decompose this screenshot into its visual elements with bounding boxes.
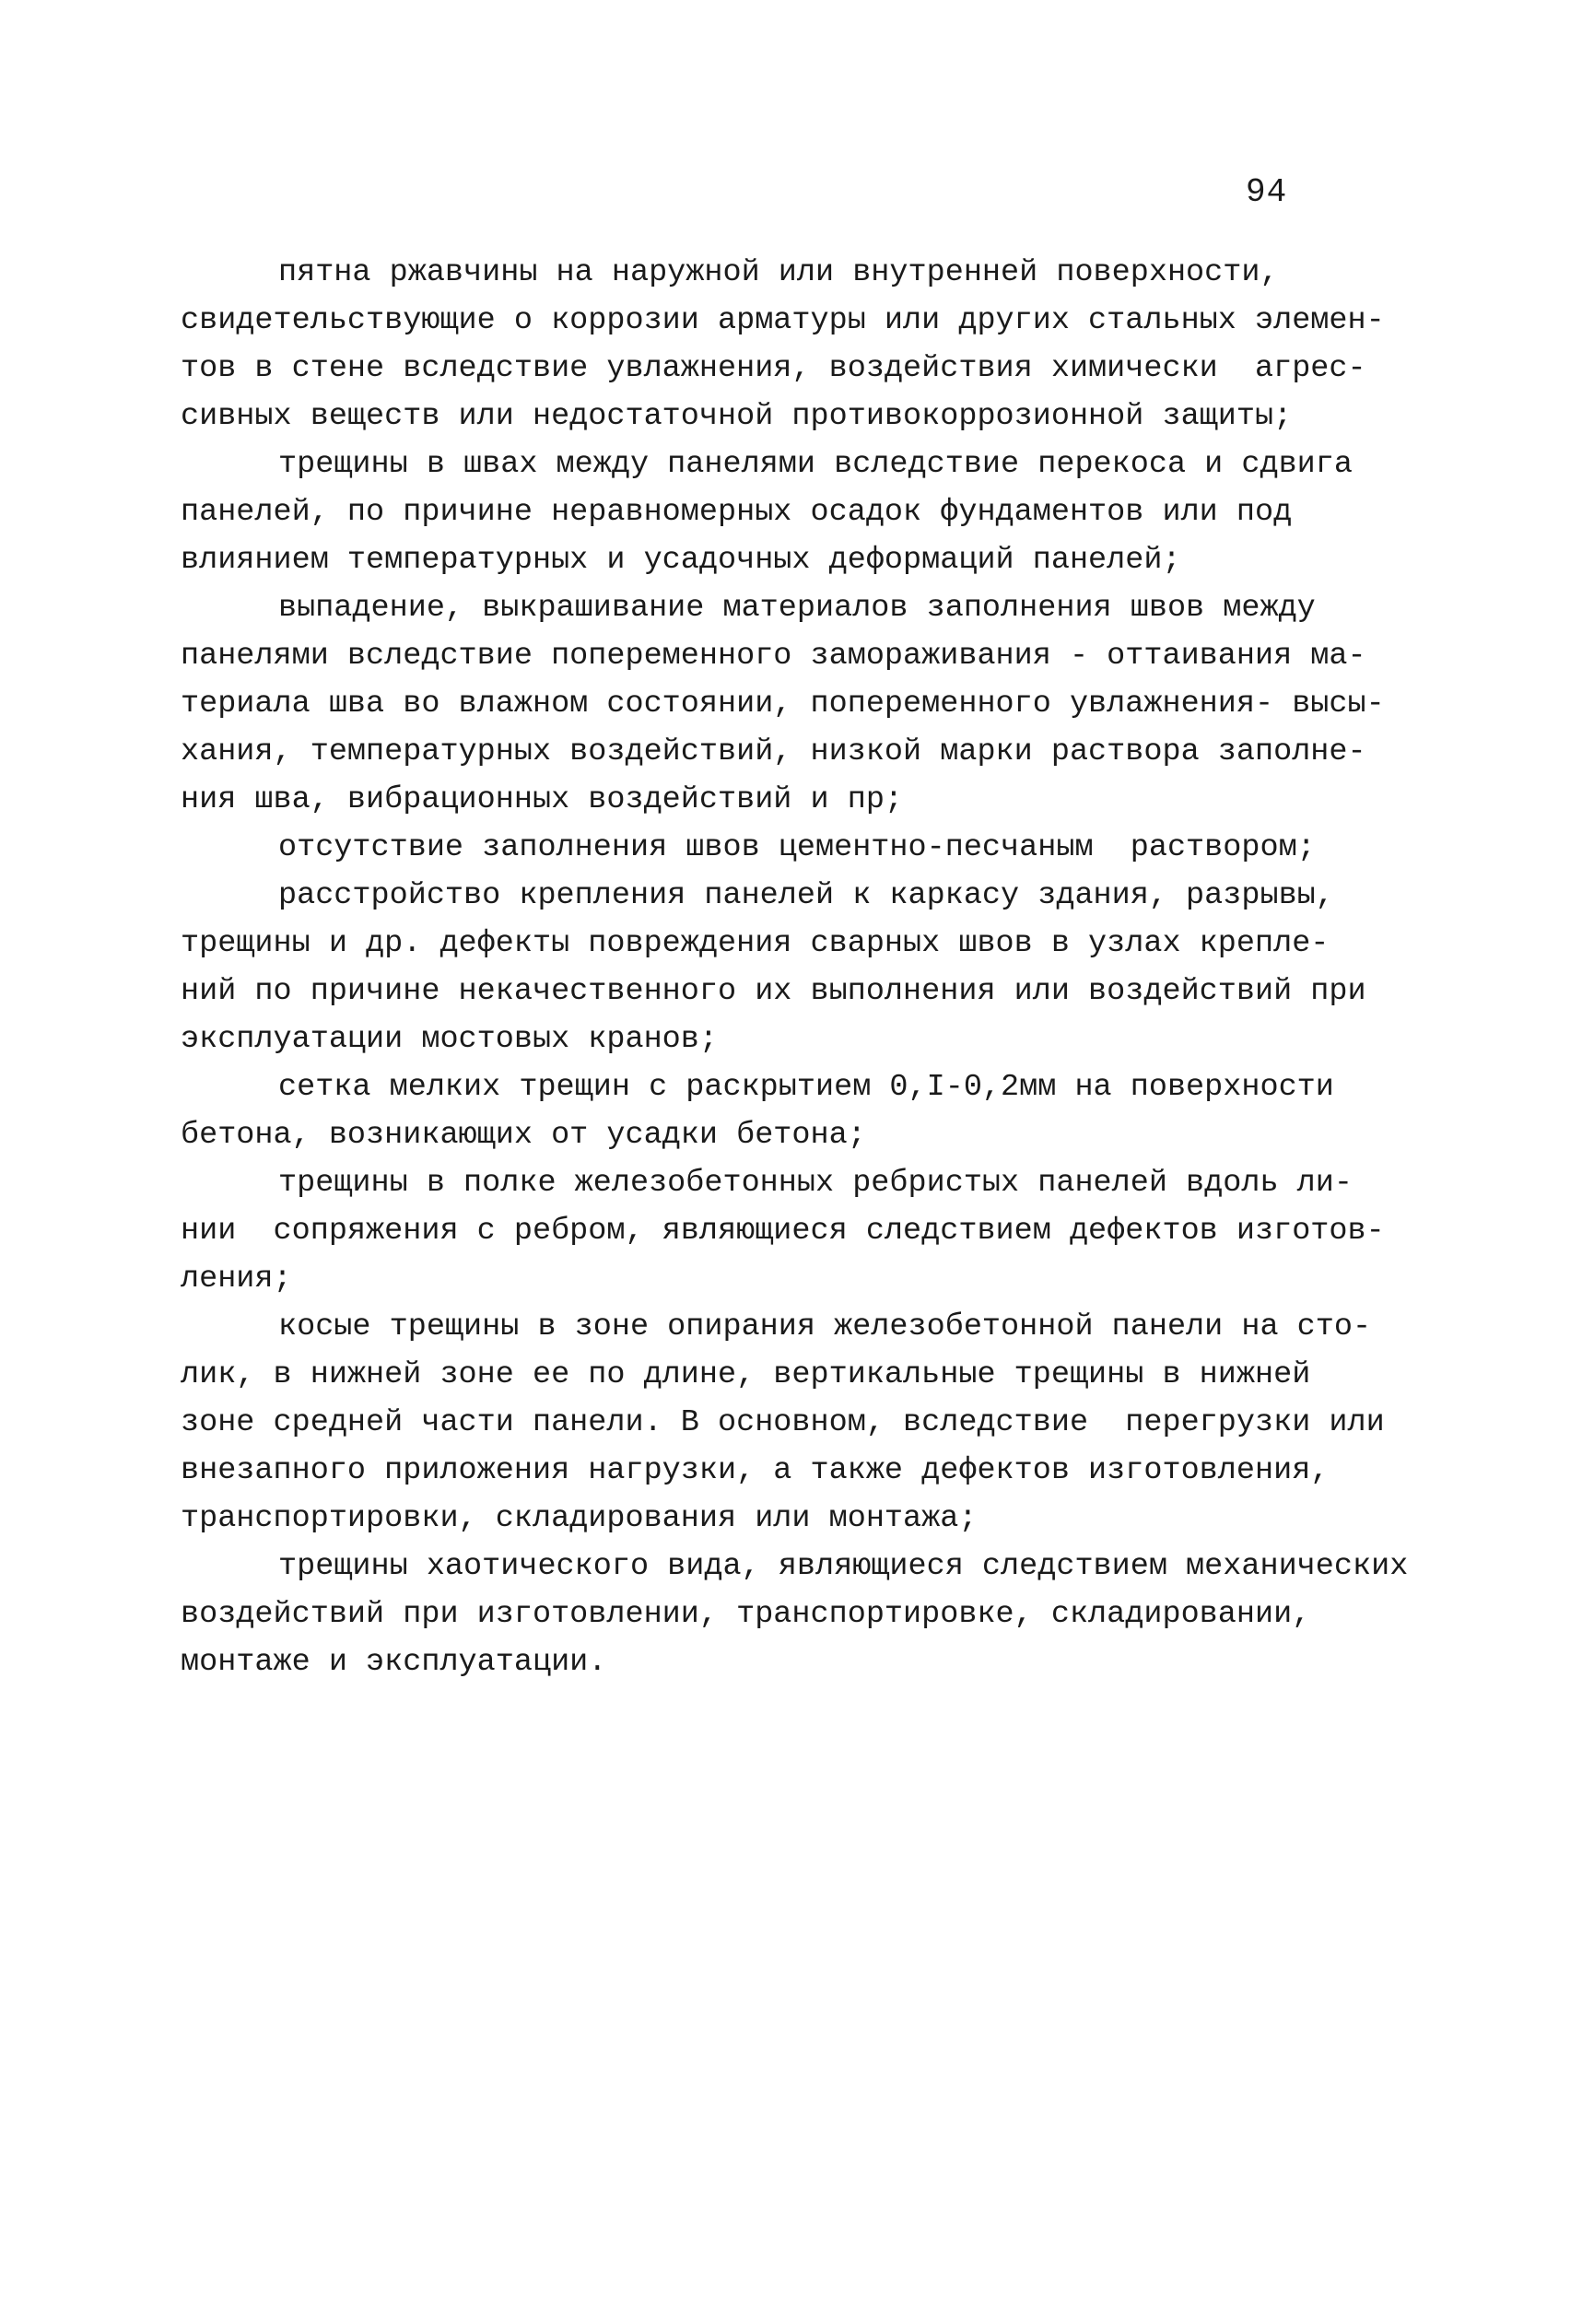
text-line: хания, температурных воздействий, низкой марки раствора заполне- bbox=[181, 734, 1366, 769]
text-line: ления; bbox=[181, 1262, 292, 1297]
text-line: зоне средней части панели. В основном, вследствие перегрузки или bbox=[181, 1405, 1385, 1440]
text-line: пятна ржавчины на наружной или внутренней поверхности, bbox=[278, 255, 1279, 290]
text-line: трещины и др. дефекты повреждения сварных швов в узлах крепле- bbox=[181, 926, 1330, 961]
text-line: тов в стене вследствие увлажнения, воздействия химически агрес- bbox=[181, 351, 1366, 386]
text-line: трещины в полке железобетонных ребристых панелей вдоль ли- bbox=[278, 1166, 1353, 1201]
text-line: свидетельствующие о коррозии арматуры или других стальных элемен- bbox=[181, 303, 1385, 338]
document-body bbox=[181, 249, 1443, 1686]
text-line: монтаже и эксплуатации. bbox=[181, 1645, 607, 1680]
text-line: отсутствие заполнения швов цементно-песчаным раствором; bbox=[278, 830, 1316, 865]
text-line: сетка мелких трещин с раскрытием 0,I-0,2мм на поверхности bbox=[278, 1070, 1334, 1105]
text-line: панелей, по причине неравномерных осадок фундаментов или под bbox=[181, 495, 1293, 530]
text-line: выпадение, выкрашивание материалов заполнения швов между bbox=[278, 591, 1316, 626]
text-line: эксплуатации мостовых кранов; bbox=[181, 1022, 718, 1057]
text-line: ния шва, вибрационных воздействий и пр; bbox=[181, 782, 904, 817]
text-line: териала шва во влажном состоянии, попеременного увлажнения- высы- bbox=[181, 687, 1385, 722]
text-line: внезапного приложения нагрузки, а также дефектов изготовления, bbox=[181, 1453, 1330, 1488]
text-line: влиянием температурных и усадочных деформаций панелей; bbox=[181, 543, 1181, 578]
text-line: сивных веществ или недостаточной противокоррозионной защиты; bbox=[181, 399, 1293, 434]
text-line: бетона, возникающих от усадки бетона; bbox=[181, 1118, 866, 1153]
text-line: ний по причине некачественного их выполнения или воздействий при bbox=[181, 974, 1366, 1009]
text-line: нии сопряжения с ребром, являющиеся следствием дефектов изготов- bbox=[181, 1214, 1385, 1249]
page-number: 94 bbox=[1246, 173, 1288, 211]
text-line: лик, в нижней зоне ее по длине, вертикальные трещины в нижней bbox=[181, 1357, 1311, 1392]
text-line: воздействий при изготовлении, транспортировке, складировании, bbox=[181, 1597, 1311, 1632]
text-line: панелями вследствие попеременного замораживания - оттаивания ма- bbox=[181, 639, 1366, 674]
text-line: расстройство крепления панелей к каркасу здания, разрывы, bbox=[278, 878, 1334, 913]
text-line: косые трещины в зоне опирания железобетонной панели на сто- bbox=[278, 1309, 1372, 1344]
text-line: транспортировки, складирования или монтажа; bbox=[181, 1501, 978, 1536]
text-line: трещины в швах между панелями вследствие перекоса и сдвига bbox=[278, 447, 1353, 482]
text-line: трещины хаотического вида, являющиеся следствием механических bbox=[278, 1549, 1409, 1584]
